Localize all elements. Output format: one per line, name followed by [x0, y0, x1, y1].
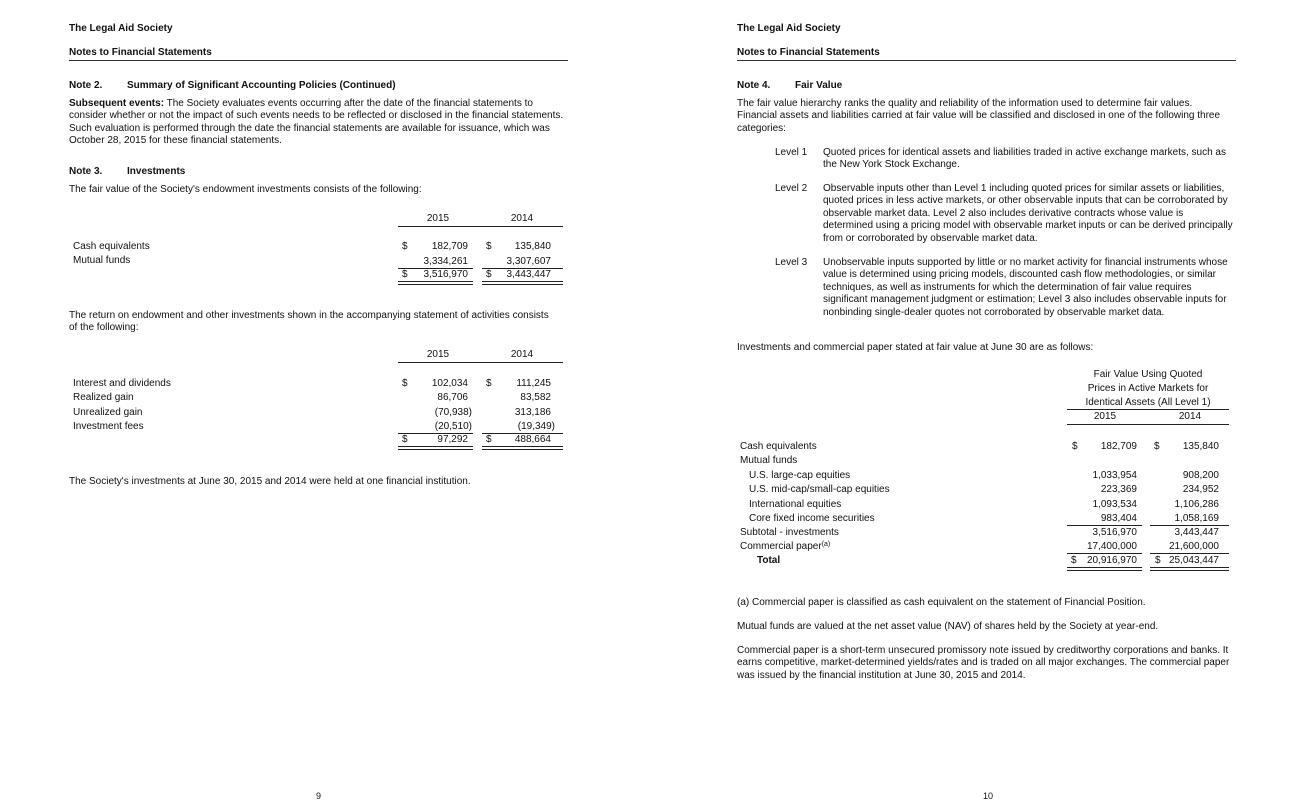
value-2014: 234,952	[1182, 484, 1219, 495]
table-header-line: Prices in Active Markets for	[1087, 383, 1209, 394]
value-2014: 1,058,169	[1174, 513, 1219, 524]
level-description: Observable inputs other than Level 1 including quoted prices for similar assets or liabilities, quoted prices in less active markets, or other observable inputs that can be corroborated by observable market data. Level 2 also includes derivative contracts whose value is determined using a pricing model with observable market inputs or can be derived principally from or corroborated by observable market data.	[823, 183, 1233, 244]
note3-intro: The fair value of the Society's endowment investments consists of the following:	[69, 184, 422, 195]
value-2015: 3,516,970	[1092, 527, 1137, 538]
value-2014: 135,840	[514, 241, 551, 252]
mutual-funds-label: Mutual funds	[740, 455, 798, 466]
value-2015: (70,938)	[434, 407, 472, 418]
total-label: Total	[757, 555, 781, 566]
col-2015: 2015	[1093, 411, 1117, 422]
row-label	[740, 541, 830, 553]
dollar-sign: $	[486, 269, 492, 280]
row-label: Cash equivalents	[73, 241, 150, 252]
value-2015: 3,334,261	[423, 256, 468, 267]
row-label: Realized gain	[73, 392, 134, 403]
commercial-paper-note: Commercial paper is a short-term unsecured promissory note issued by creditworthy corporations and banks. It earns competitive, market-determined yields/rates and is traded on all major exchanges. The commercial paper was issued by the financial institution at June 30, 2015 and 2014.	[737, 645, 1230, 681]
page-10	[660, 0, 1298, 810]
total-double-rule	[398, 281, 473, 285]
col-2014: 2014	[1178, 411, 1202, 422]
value-2014: 313,186	[514, 407, 551, 418]
return-intro: The return on endowment and other investments shown in the accompanying statement of activities consists of the following:	[69, 310, 549, 334]
row-label: Cash equivalents	[740, 441, 817, 452]
dollar-sign: $	[402, 269, 408, 280]
dollar-sign: $	[1072, 441, 1078, 452]
note4-title: Fair Value	[795, 80, 843, 91]
note2-title: Summary of Significant Accounting Policies (Continued)	[127, 80, 396, 91]
value-2015: 223,369	[1100, 484, 1137, 495]
table-intro: Investments and commercial paper stated at fair value at June 30 are as follows:	[737, 342, 1094, 353]
table1-header-rule	[398, 226, 563, 227]
org-name: The Legal Aid Society	[69, 23, 173, 34]
row-label: Interest and dividends	[73, 378, 171, 389]
header-rule	[1067, 409, 1229, 410]
table-header-line: Identical Assets (All Level 1)	[1085, 397, 1211, 408]
total-double-rule	[482, 281, 563, 285]
subsequent-events-paragraph	[69, 98, 569, 148]
commercial-paper-label: Commercial paper	[740, 541, 822, 552]
dollar-sign: $	[1154, 441, 1160, 452]
subsequent-events-text: The Society evaluates events occurring after the date of the financial statements to consider whether or not the impact of such events needs to be reflected or disclosed in the financial statements. Such evaluation is performed through the date the financial statements are available for issuance, which was October 28, 2015 for these financial statements.	[69, 98, 564, 147]
page-subtitle: Notes to Financial Statements	[737, 47, 880, 58]
value-2015: 182,709	[1100, 441, 1137, 452]
level-label: Level 1	[775, 147, 808, 158]
level-description: Quoted prices for identical assets and liabilities traded in active exchange markets, such as the New York Stock Exchange.	[823, 147, 1226, 171]
subtotal-rule	[1150, 553, 1229, 554]
table2-col-2014: 2014	[510, 349, 534, 360]
note2-number: Note 2.	[69, 80, 103, 91]
level-description: Unobservable inputs supported by little or no market activity for financial instruments whose value is determined using pricing models, discounted cash flow methodologies, or similar techniques, as well as instruments for which the determination of fair value requires significant management judgment or estimation; Level 3 also includes observable inputs for nonbinding single-dealer quotes not corroborated by observable market data.	[823, 257, 1228, 318]
value-2014: 83,582	[520, 392, 551, 403]
page-9	[0, 0, 640, 810]
row-label: Unrealized gain	[73, 407, 143, 418]
row-label: U.S. large-cap equities	[749, 470, 851, 481]
subtotal-rule	[1067, 553, 1142, 554]
value-2015: 102,034	[431, 378, 468, 389]
total-double-rule	[398, 446, 473, 450]
dollar-sign: $	[486, 241, 492, 252]
value-2015: 182,709	[431, 241, 468, 252]
dollar-sign: $	[402, 434, 408, 445]
row-label: Subtotal - investments	[740, 527, 839, 538]
row-label: U.S. mid-cap/small-cap equities	[749, 484, 890, 495]
total-double-rule	[482, 446, 563, 450]
page-number: 9	[316, 791, 322, 801]
commercial-paper-footnote: (a) Commercial paper is classified as cash equivalent on the statement of Financial Position.	[737, 597, 1146, 608]
value-2015: 17,400,000	[1086, 541, 1137, 552]
table2-header-rule	[398, 362, 563, 363]
note3-number: Note 3.	[69, 166, 103, 177]
dollar-sign: $	[1071, 555, 1077, 566]
header-rule	[1067, 424, 1229, 425]
page-subtitle: Notes to Financial Statements	[69, 47, 212, 58]
row-label: Investment fees	[73, 421, 144, 432]
total-double-rule	[1067, 567, 1142, 571]
value-2014: 135,840	[1182, 441, 1219, 452]
value-2014: 111,245	[516, 378, 551, 389]
header-rule	[737, 60, 1236, 61]
subtotal-rule	[1067, 525, 1142, 526]
table2-col-2015: 2015	[426, 349, 450, 360]
total-double-rule	[1150, 567, 1229, 571]
row-label: Mutual funds	[73, 255, 131, 266]
mutual-funds-note: Mutual funds are valued at the net asset value (NAV) of shares held by the Society at year-end.	[737, 621, 1159, 632]
dollar-sign: $	[1155, 555, 1161, 566]
value-2014: 908,200	[1182, 470, 1219, 481]
value-2015: (20,510)	[434, 421, 472, 432]
value-2014: 3,307,607	[506, 256, 551, 267]
note4-intro: The fair value hierarchy ranks the quality and reliability of the information used to determine fair values. Financial assets and liabilities carried at fair value will be classified and disclosed in one of the following three categories:	[737, 98, 1221, 134]
subtotal-rule	[1150, 525, 1229, 526]
dollar-sign: $	[486, 434, 492, 445]
header-rule	[69, 60, 568, 61]
value-2014: 21,600,000	[1168, 541, 1219, 552]
page-number: 10	[983, 791, 994, 801]
value-2015: 86,706	[437, 392, 468, 403]
value-2015: 983,404	[1100, 513, 1137, 524]
level-label: Level 3	[775, 257, 808, 268]
note3-title: Investments	[127, 166, 186, 177]
table1-col-2014: 2014	[510, 213, 534, 224]
footnote-marker: (a)	[821, 541, 831, 548]
dollar-sign: $	[486, 378, 492, 389]
row-label: International equities	[749, 499, 842, 510]
total-2015: 20,916,970	[1086, 555, 1137, 566]
dollar-sign: $	[402, 378, 408, 389]
total-2014: 25,043,447	[1168, 555, 1219, 566]
level-label: Level 2	[775, 183, 808, 194]
table1-col-2015: 2015	[426, 213, 450, 224]
value-2015: 1,093,534	[1092, 499, 1137, 510]
row-label: Core fixed income securities	[749, 513, 875, 524]
total-2014: 488,664	[514, 434, 551, 445]
investments-held-note: The Society's investments at June 30, 2015 and 2014 were held at one financial institution.	[69, 476, 471, 487]
value-2015: 1,033,954	[1092, 470, 1137, 481]
total-2015: 97,292	[437, 434, 468, 445]
dollar-sign: $	[402, 241, 408, 252]
total-2015: 3,516,970	[423, 269, 468, 280]
subsequent-events-heading: Subsequent events:	[69, 98, 165, 109]
note4-number: Note 4.	[737, 80, 771, 91]
org-name: The Legal Aid Society	[737, 23, 841, 34]
value-2014: 1,106,286	[1174, 499, 1219, 510]
total-2014: 3,443,447	[506, 269, 551, 280]
value-2014: (19,349)	[517, 421, 555, 432]
value-2014: 3,443,447	[1174, 527, 1219, 538]
table-header-line: Fair Value Using Quoted	[1093, 369, 1203, 380]
